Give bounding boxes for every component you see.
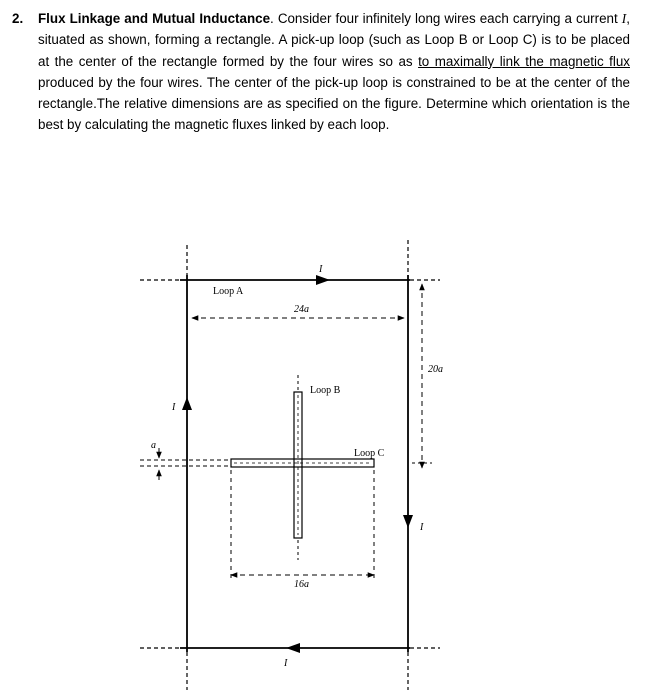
current-symbol: I <box>621 11 627 26</box>
label-dim-20a: 20a <box>428 364 443 375</box>
wires <box>140 240 440 690</box>
label-current-left: I <box>172 402 176 413</box>
label-current-bottom: I <box>284 658 288 669</box>
loop-b <box>294 392 302 538</box>
label-current-top: I <box>319 264 323 275</box>
label-loop-c: Loop C <box>354 448 385 459</box>
problem-text-2: , situated as shown, forming a rectangle. A pick-up loop (such as Loop B or Loop C) is to be placed at the center of the rectangle formed by the four wires so as <box>38 11 630 69</box>
problem-title: Flux Linkage and Mutual Inductance <box>38 11 271 26</box>
label-loop-a: Loop A <box>213 286 244 297</box>
problem-text-3: produced by the four wires. The center of the pick-up loop is constrained to be at the center of the rectangle.The relative dimensions are as specified on the figure. Determine which orientation is the best by calculating the magnetic fluxes linked by each loop. <box>38 74 630 133</box>
label-dim-24a: 24a <box>294 304 309 315</box>
current-arrows <box>182 275 413 653</box>
underlined-phrase: to maximally link the magnetic flux <box>418 53 630 69</box>
problem-text-1: . Consider four infinitely long wires each carrying a current <box>270 11 622 26</box>
label-loop-b: Loop B <box>310 385 341 396</box>
dimension-lines <box>140 284 432 580</box>
problem-number: 2. <box>12 11 24 26</box>
label-dim-a: a <box>151 440 156 451</box>
label-current-right: I <box>420 522 424 533</box>
label-dim-16a: 16a <box>294 579 309 590</box>
